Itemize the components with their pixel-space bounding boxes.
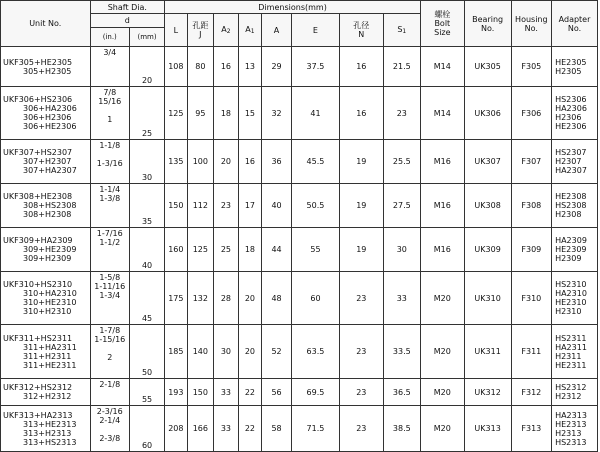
shaft-inch-cell: 1-7/8 1-15/16 2 xyxy=(90,325,129,379)
dim-s1-cell: 38.5 xyxy=(383,406,420,452)
bearing-no-cell: UK313 xyxy=(464,406,511,452)
bolt-size-cell: M16 xyxy=(420,228,464,272)
table-row xyxy=(1,406,598,452)
shaft-mm-cell: 25 xyxy=(129,87,164,140)
adapter-no-cell: HA2313 HE2313 H2313 HS2313 xyxy=(552,406,598,452)
shaft-inch-cell: 1-7/16 1-1/2 xyxy=(90,228,129,272)
shaft-mm-cell: 35 xyxy=(129,184,164,228)
dim-l-cell: 193 xyxy=(165,379,187,406)
adapter-no-cell: HS2312 H2312 xyxy=(552,379,598,406)
housing-no-cell: F305 xyxy=(511,47,552,87)
dim-n-cell: 19 xyxy=(339,228,383,272)
shaft-mm-cell: 20 xyxy=(129,47,164,87)
bolt-size-cell: M20 xyxy=(420,272,464,325)
unit-no-cell: UKF310+HS2310 310+HA2310 310+HE2310 310+H2310 xyxy=(1,272,91,325)
adapter-no-cell: HS2311 HA2311 H2311 HE2311 xyxy=(552,325,598,379)
dim-a-cell: 32 xyxy=(262,87,292,140)
dim-a2-cell: 23 xyxy=(214,184,239,228)
shaft-mm-cell: 60 xyxy=(129,406,164,452)
bolt-size-cell: M14 xyxy=(420,47,464,87)
housing-no-cell: F311 xyxy=(511,325,552,379)
dim-s1-cell: 25.5 xyxy=(383,140,420,184)
header-E: E xyxy=(291,14,339,47)
bearing-no-cell: UK308 xyxy=(464,184,511,228)
dim-l-cell: 160 xyxy=(165,228,187,272)
shaft-inch-cell: 1-1/8 1-3/16 xyxy=(90,140,129,184)
shaft-mm-cell: 40 xyxy=(129,228,164,272)
table-row xyxy=(1,325,598,379)
dim-a1-cell: 22 xyxy=(238,406,261,452)
dim-a1-cell: 22 xyxy=(238,379,261,406)
unit-no-cell: UKF312+HS2312 312+H2312 xyxy=(1,379,91,406)
dim-n-cell: 19 xyxy=(339,184,383,228)
dim-j-cell: 150 xyxy=(187,379,214,406)
dim-a2-cell: 16 xyxy=(214,47,239,87)
dim-l-cell: 108 xyxy=(165,47,187,87)
dim-a2-cell: 18 xyxy=(214,87,239,140)
dim-e-cell: 63.5 xyxy=(291,325,339,379)
header-A1: A1 xyxy=(238,14,261,47)
adapter-no-cell: HA2309 HE2309 H2309 xyxy=(552,228,598,272)
housing-no-cell: F310 xyxy=(511,272,552,325)
bearing-no-cell: UK307 xyxy=(464,140,511,184)
dim-j-cell: 166 xyxy=(187,406,214,452)
dim-a2-cell: 20 xyxy=(214,140,239,184)
table-row xyxy=(1,184,598,228)
dim-s1-cell: 33 xyxy=(383,272,420,325)
bearing-no-cell: UK306 xyxy=(464,87,511,140)
dim-j-cell: 140 xyxy=(187,325,214,379)
unit-no-cell: UKF308+HE2308 308+HS2308 308+H2308 xyxy=(1,184,91,228)
unit-no-cell: UKF313+HA2313 313+HE2313 313+H2313 313+HS2313 xyxy=(1,406,91,452)
shaft-mm-cell: 50 xyxy=(129,325,164,379)
bearing-no-cell: UK305 xyxy=(464,47,511,87)
adapter-no-cell: HS2307 H2307 HA2307 xyxy=(552,140,598,184)
dim-s1-cell: 36.5 xyxy=(383,379,420,406)
unit-no-cell: UKF311+HS2311 311+HA2311 311+H2311 311+HE2311 xyxy=(1,325,91,379)
table-row xyxy=(1,87,598,140)
dim-n-cell: 23 xyxy=(339,325,383,379)
header-d: d xyxy=(90,14,165,28)
unit-no-cell: UKF307+HS2307 307+H2307 307+HA2307 xyxy=(1,140,91,184)
housing-no-cell: F309 xyxy=(511,228,552,272)
dim-a-cell: 29 xyxy=(262,47,292,87)
header-adapter-no: Adapter No. xyxy=(552,1,598,47)
dim-s1-cell: 21.5 xyxy=(383,47,420,87)
header-J: 孔距 J xyxy=(187,14,214,47)
dim-a1-cell: 15 xyxy=(238,87,261,140)
dim-s1-cell: 30 xyxy=(383,228,420,272)
bearing-no-cell: UK309 xyxy=(464,228,511,272)
dim-a1-cell: 20 xyxy=(238,325,261,379)
unit-no-cell: UKF309+HA2309 309+HE2309 309+H2309 xyxy=(1,228,91,272)
bolt-size-cell: M16 xyxy=(420,184,464,228)
shaft-inch-cell: 2-1/8 xyxy=(90,379,129,406)
dim-a2-cell: 33 xyxy=(214,406,239,452)
dim-e-cell: 37.5 xyxy=(291,47,339,87)
shaft-inch-cell: 1-1/4 1-3/8 xyxy=(90,184,129,228)
dim-a-cell: 58 xyxy=(262,406,292,452)
dim-e-cell: 50.5 xyxy=(291,184,339,228)
dim-n-cell: 16 xyxy=(339,47,383,87)
dim-e-cell: 60 xyxy=(291,272,339,325)
dim-l-cell: 125 xyxy=(165,87,187,140)
dim-j-cell: 95 xyxy=(187,87,214,140)
housing-no-cell: F308 xyxy=(511,184,552,228)
shaft-inch-cell: 3/4 xyxy=(90,47,129,87)
housing-no-cell: F306 xyxy=(511,87,552,140)
dim-a-cell: 36 xyxy=(262,140,292,184)
unit-no-cell: UKF305+HE2305 305+H2305 xyxy=(1,47,91,87)
dim-e-cell: 55 xyxy=(291,228,339,272)
shaft-inch-cell: 7/8 15/16 1 xyxy=(90,87,129,140)
housing-no-cell: F313 xyxy=(511,406,552,452)
dim-e-cell: 45.5 xyxy=(291,140,339,184)
table-row xyxy=(1,272,598,325)
dim-e-cell: 71.5 xyxy=(291,406,339,452)
dim-a-cell: 48 xyxy=(262,272,292,325)
dim-j-cell: 100 xyxy=(187,140,214,184)
dim-a2-cell: 33 xyxy=(214,379,239,406)
shaft-mm-cell: 55 xyxy=(129,379,164,406)
unit-no-cell: UKF306+HS2306 306+HA2306 306+H2306 306+HE2306 xyxy=(1,87,91,140)
bolt-size-cell: M20 xyxy=(420,406,464,452)
dim-a1-cell: 18 xyxy=(238,228,261,272)
dim-a1-cell: 16 xyxy=(238,140,261,184)
dim-a2-cell: 28 xyxy=(214,272,239,325)
dim-a1-cell: 13 xyxy=(238,47,261,87)
shaft-mm-cell: 45 xyxy=(129,272,164,325)
dim-a-cell: 40 xyxy=(262,184,292,228)
bolt-size-cell: M14 xyxy=(420,87,464,140)
table-row xyxy=(1,140,598,184)
dim-j-cell: 125 xyxy=(187,228,214,272)
dim-a-cell: 44 xyxy=(262,228,292,272)
adapter-no-cell: HS2306 HA2306 H2306 HE2306 xyxy=(552,87,598,140)
dim-n-cell: 19 xyxy=(339,140,383,184)
dim-l-cell: 185 xyxy=(165,325,187,379)
header-in: (in.) xyxy=(90,28,129,47)
header-shaft-dia: Shaft Dia. xyxy=(90,1,165,14)
header-bolt-size: 螺栓 Bolt Size xyxy=(420,1,464,47)
dim-l-cell: 135 xyxy=(165,140,187,184)
dim-j-cell: 112 xyxy=(187,184,214,228)
header-dimensions: Dimensions(mm) xyxy=(165,1,421,14)
table-row xyxy=(1,379,598,406)
dim-s1-cell: 23 xyxy=(383,87,420,140)
dim-e-cell: 69.5 xyxy=(291,379,339,406)
bearing-no-cell: UK312 xyxy=(464,379,511,406)
dim-s1-cell: 33.5 xyxy=(383,325,420,379)
housing-no-cell: F307 xyxy=(511,140,552,184)
dim-n-cell: 23 xyxy=(339,406,383,452)
dim-a1-cell: 20 xyxy=(238,272,261,325)
table-row xyxy=(1,228,598,272)
dim-s1-cell: 27.5 xyxy=(383,184,420,228)
dim-n-cell: 23 xyxy=(339,379,383,406)
shaft-mm-cell: 30 xyxy=(129,140,164,184)
dim-a-cell: 52 xyxy=(262,325,292,379)
dim-a1-cell: 17 xyxy=(238,184,261,228)
bearing-no-cell: UK311 xyxy=(464,325,511,379)
dim-a2-cell: 30 xyxy=(214,325,239,379)
shaft-inch-cell: 1-5/8 1-11/16 1-3/4 xyxy=(90,272,129,325)
bolt-size-cell: M20 xyxy=(420,379,464,406)
housing-no-cell: F312 xyxy=(511,379,552,406)
header-housing-no: Housing No. xyxy=(511,1,552,47)
dim-l-cell: 150 xyxy=(165,184,187,228)
header-unit-no: Unit No. xyxy=(1,1,91,47)
header-N: 孔径 N xyxy=(339,14,383,47)
bolt-size-cell: M16 xyxy=(420,140,464,184)
dim-a-cell: 56 xyxy=(262,379,292,406)
bolt-size-cell: M20 xyxy=(420,325,464,379)
table-row xyxy=(1,47,598,87)
adapter-no-cell: HE2308 HS2308 H2308 xyxy=(552,184,598,228)
header-A: A xyxy=(262,14,292,47)
adapter-no-cell: HS2310 HA2310 HE2310 H2310 xyxy=(552,272,598,325)
dim-e-cell: 41 xyxy=(291,87,339,140)
header-bearing-no: Bearing No. xyxy=(464,1,511,47)
dim-a2-cell: 25 xyxy=(214,228,239,272)
dim-l-cell: 175 xyxy=(165,272,187,325)
dim-n-cell: 23 xyxy=(339,272,383,325)
dim-j-cell: 132 xyxy=(187,272,214,325)
dim-j-cell: 80 xyxy=(187,47,214,87)
dim-l-cell: 208 xyxy=(165,406,187,452)
adapter-no-cell: HE2305 H2305 xyxy=(552,47,598,87)
header-L: L xyxy=(165,14,187,47)
header-A2: A2 xyxy=(214,14,239,47)
shaft-inch-cell: 2-3/16 2-1/4 2-3/8 xyxy=(90,406,129,452)
header-mm: (mm) xyxy=(129,28,164,47)
header-S1: S1 xyxy=(383,14,420,47)
dim-n-cell: 16 xyxy=(339,87,383,140)
bearing-no-cell: UK310 xyxy=(464,272,511,325)
